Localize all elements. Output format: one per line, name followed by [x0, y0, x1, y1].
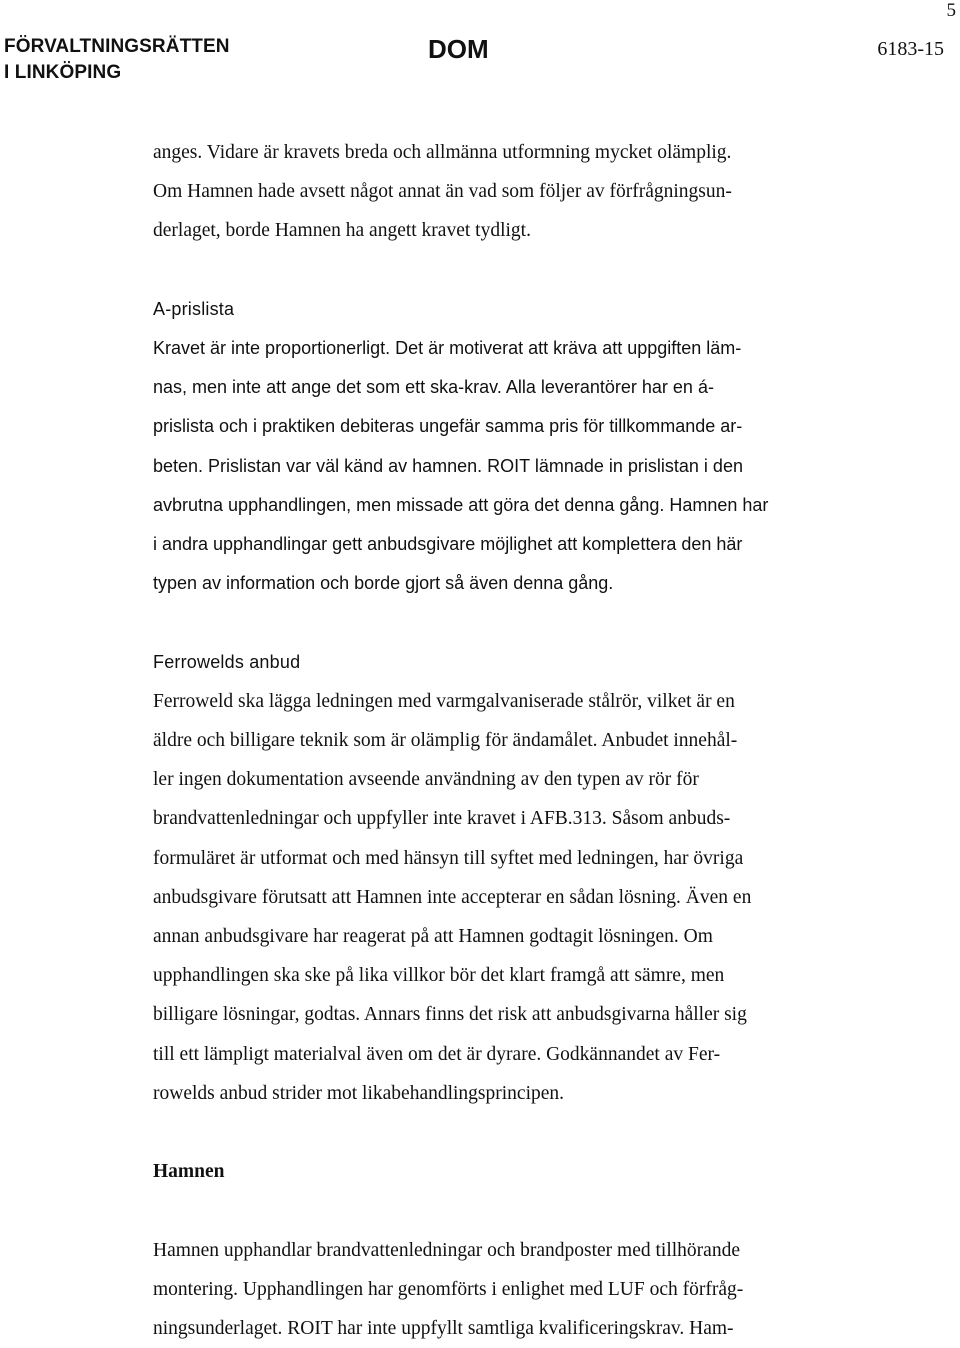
text-line: Kravet är inte proportionerligt. Det är motiverat att kräva att uppgiften läm-: [153, 338, 742, 358]
text-line: anges. Vidare är kravets breda och allmänna utformning mycket olämplig.: [153, 142, 732, 163]
document-body: [153, 133, 853, 1348]
text-line: i andra upphandlingar gett anbudsgivare möjlighet att komplettera den här: [153, 534, 743, 555]
text-line: brandvattenledningar och uppfyller inte kravet i AFB.313. Såsom anbuds-: [153, 808, 731, 830]
paragraph-spacer: [153, 1191, 853, 1230]
court-name-line-1: FÖRVALTNINGSRÄTTEN: [4, 36, 230, 57]
text-line: ler ingen dokumentation avseende användning av den typen av rör för: [153, 769, 699, 791]
text-line: anbudsgivare förutsatt att Hamnen inte accepterar en sådan lösning. Även en: [153, 886, 752, 908]
section-ferrowelds: [153, 643, 853, 1113]
section-title-ferrowelds: Ferrowelds anbud: [153, 651, 301, 672]
text-line: ningsunderlaget. ROIT har inte uppfyllt samtliga kvalificeringskrav. Ham-: [153, 1318, 734, 1340]
case-number: 6183-15: [877, 38, 944, 60]
text-line: avbrutna upphandlingen, men missade att göra det denna gång. Hamnen har: [153, 494, 769, 515]
text-line: upphandlingen ska ske på lika villkor bör det klart framgå att sämre, men: [153, 965, 725, 987]
text-line: billigare lösningar, godtas. Annars finns det risk att anbudsgivarna håller sig: [153, 1004, 747, 1026]
text-line: beten. Prislistan var väl känd av hamnen. ROIT lämnade in prislistan i den: [153, 455, 743, 476]
text-line: montering. Upphandlingen har genomförts i enlighet med LUF och förfråg-: [153, 1278, 744, 1300]
text-line: äldre och billigare teknik som är olämplig för ändamålet. Anbudet innehål-: [153, 730, 738, 752]
page-number: 5: [946, 0, 956, 21]
text-line: typen av information och borde gjort så även denna gång.: [153, 573, 614, 594]
text-line: rowelds anbud strider mot likabehandlingsprincipen.: [153, 1082, 565, 1104]
text-line: derlaget, borde Hamnen ha angett kravet tydligt.: [153, 220, 531, 242]
paragraph-intro: [153, 133, 853, 251]
document-type: DOM: [428, 34, 489, 64]
paragraph-spacer: [153, 603, 853, 642]
section-hamnen: [153, 1231, 853, 1348]
paragraph-spacer: [153, 251, 853, 290]
court-name-line-2: I LINKÖPING: [4, 62, 122, 83]
court-name: [4, 34, 230, 86]
text-line: Om Hamnen hade avsett något annat än vad som följer av förfrågningsun-: [153, 181, 732, 203]
text-line: till ett lämpligt materialval även om det är dyrare. Godkännandet av Fer-: [153, 1043, 721, 1065]
text-line: Ferroweld ska lägga ledningen med varmgalvaniserade stålrör, vilket är en: [153, 690, 735, 712]
text-line: formuläret är utformat och med hänsyn till syftet med ledningen, har övriga: [153, 847, 744, 869]
paragraph-spacer: [153, 1113, 853, 1152]
text-line: prislista och i praktiken debiteras ungefär samma pris för tillkommande ar-: [153, 416, 743, 437]
section-hamnen-heading: [153, 1152, 853, 1191]
text-line: nas, men inte att ange det som ett ska-krav. Alla leverantörer har en á-: [153, 377, 714, 398]
document-header: [4, 34, 944, 90]
section-title-aprislista: A-prislista: [153, 298, 235, 319]
text-line: annan anbudsgivare har reagerat på att Hamnen godtagit lösningen. Om: [153, 926, 713, 948]
text-line: Hamnen upphandlar brandvattenledningar och brandposter med tillhörande: [153, 1239, 740, 1261]
section-title-hamnen: Hamnen: [153, 1161, 225, 1183]
section-aprislista: [153, 290, 853, 604]
